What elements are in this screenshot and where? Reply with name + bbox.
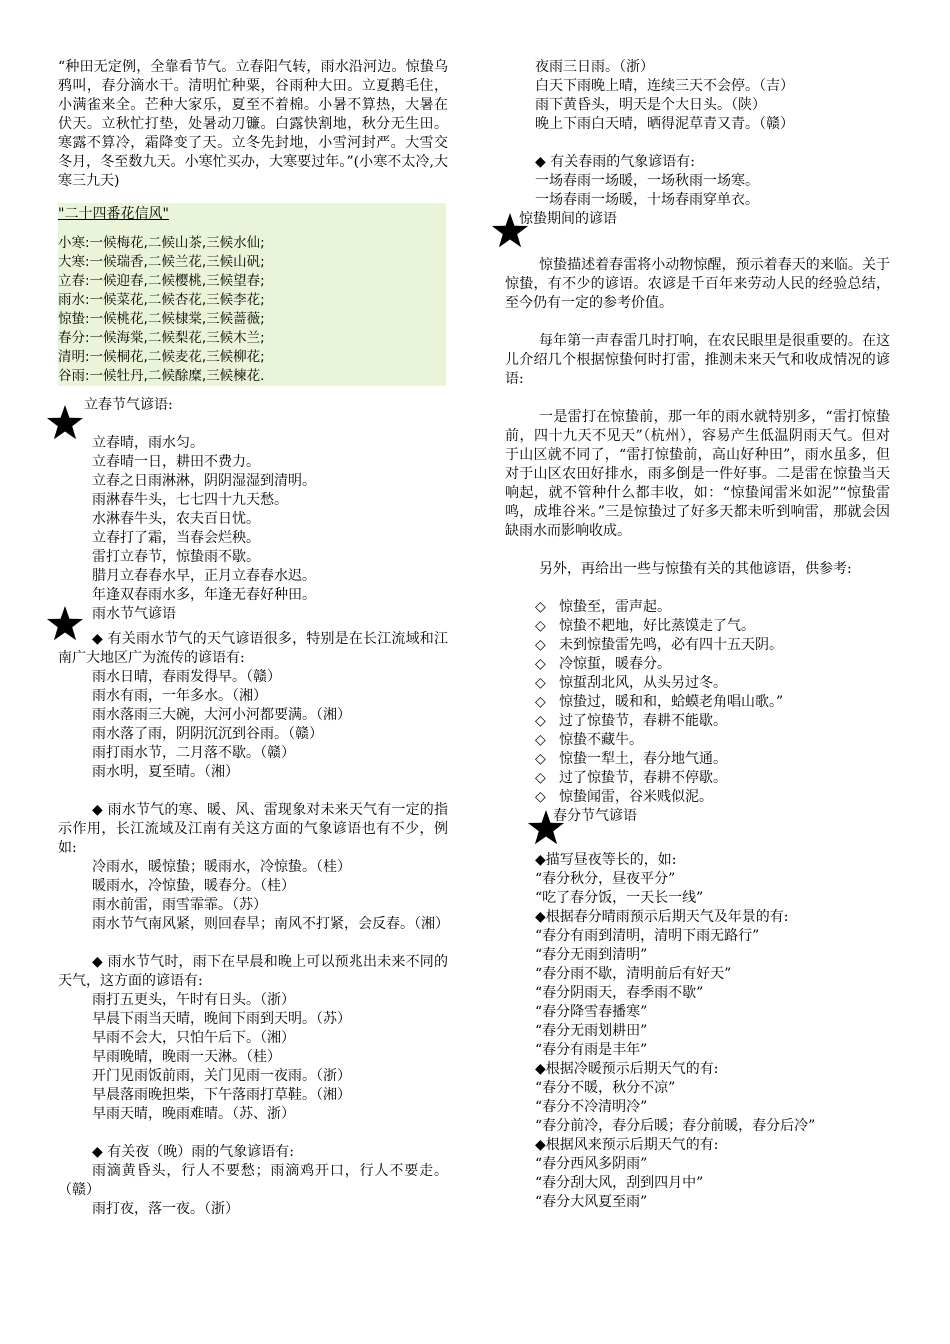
chunfen-proverb xyxy=(535,1003,890,1022)
star-icon xyxy=(46,605,84,643)
jingzhe-proverb xyxy=(535,674,890,693)
yushui-proverb-text: 雨水有雨，一年多水。（湘） xyxy=(92,688,267,704)
flower-wind-line-text: 春分:一候海棠,二候梨花,三候木兰; xyxy=(58,330,265,346)
night-rain-proverb xyxy=(535,58,890,77)
flower-wind-line xyxy=(58,291,446,310)
yushui-proverb xyxy=(92,744,448,763)
chunfen-proverb-text: “春分阴雨天，春季雨不歇” xyxy=(535,985,704,1001)
diamond-bullet-icon: ◇ xyxy=(535,618,546,634)
chunfen-proverb xyxy=(535,927,890,946)
spring-rain-intro: ◆ 有关春雨的气象谚语有: xyxy=(535,154,695,170)
yushui-proverb-text: 雨打五更头，午时有日头。（浙） xyxy=(92,992,295,1008)
yushui-proverb xyxy=(92,1105,448,1124)
yushui-proverb-text: 雨水日晴，春雨发得早。（赣） xyxy=(92,669,281,685)
chunfen-proverb-text: “春分雨不歇，清明前后有好天” xyxy=(535,966,732,982)
chunfen-proverb xyxy=(535,870,890,889)
chunfen-title: 春分节气谚语 xyxy=(553,808,637,824)
diamond-bullet-icon: ◇ xyxy=(535,770,546,786)
night-rain-last: 雨打夜，落一夜。（浙） xyxy=(92,1201,239,1217)
chunfen-proverb-text: “春分有雨到清明，清明下雨无路行” xyxy=(535,928,760,944)
lichun-proverb-text: 立春晴，雨水匀。 xyxy=(92,435,204,451)
chunfen-proverb-text: “春分不冷清明冷” xyxy=(535,1099,648,1115)
flower-wind-box xyxy=(58,203,446,386)
jingzhe-proverb xyxy=(535,712,890,731)
jingzhe-proverb xyxy=(535,693,890,712)
chunfen-proverb xyxy=(535,851,890,870)
chunfen-proverb-text: “春分秋分，昼夜平分” xyxy=(535,871,676,887)
yushui-proverb-text: 早雨天晴，晚雨难晴。（苏、浙） xyxy=(92,1106,295,1122)
chunfen-proverb-text: “春分无雨到清明” xyxy=(535,947,648,963)
spring-rain-proverb-text: 一场春雨一场暖，十场春雨穿单衣。 xyxy=(535,192,759,208)
spring-rain-proverb xyxy=(535,191,890,210)
chunfen-proverb-text: “春分西风多阴雨” xyxy=(535,1156,648,1172)
jingzhe-proverb xyxy=(535,617,890,636)
left-column xyxy=(58,58,448,1219)
lichun-proverb xyxy=(92,434,448,453)
flower-wind-line-text: 小寒:一候梅花,二候山茶,三候水仙; xyxy=(58,235,265,251)
diamond-bullet-icon: ◇ xyxy=(535,694,546,710)
lichun-proverb xyxy=(92,453,448,472)
spring-rain-proverb xyxy=(535,172,890,191)
chunfen-proverb xyxy=(535,1117,890,1136)
lichun-proverb-text: 立春之日雨淋淋，阴阴湿湿到清明。 xyxy=(92,473,316,489)
chunfen-proverb xyxy=(535,1079,890,1098)
flower-wind-line xyxy=(58,348,446,367)
chunfen-proverb-text: “吃了春分饭，一天长一线” xyxy=(535,890,704,906)
diamond-bullet-icon: ◇ xyxy=(535,637,546,653)
chunfen-proverb-text: “春分不暖，秋分不凉” xyxy=(535,1080,676,1096)
jingzhe-proverb-text: 惊蛰至，雷声起。 xyxy=(559,599,671,615)
jingzhe-proverb xyxy=(535,598,890,617)
chunfen-list xyxy=(505,851,890,1212)
chunfen-heading xyxy=(505,807,890,826)
lichun-proverb-text: 雨淋春牛头，七七四十九天愁。 xyxy=(92,492,288,508)
yushui-proverb-text: 早晨下雨当天晴，晚间下雨到天明。（苏） xyxy=(92,1011,351,1027)
lichun-proverb-text: 水淋春牛头，农夫百日忧。 xyxy=(92,511,260,527)
yushui-wrap: 雨水节气南风紧，则回春旱；南风不打紧，会反春。（湘） xyxy=(92,916,449,932)
jingzhe-proverb-text: 过了惊蛰节，春耕不能歇。 xyxy=(559,713,727,729)
flower-wind-line xyxy=(58,272,446,291)
star-icon xyxy=(491,212,529,250)
yushui-proverb xyxy=(92,725,448,744)
yushui-proverb-text: 早雨不会大，只怕午后下。（湘） xyxy=(92,1030,295,1046)
jingzhe-proverb-text: 惊蛰闻雷，谷米贱似泥。 xyxy=(559,789,713,805)
yushui-heading xyxy=(58,605,448,624)
flower-wind-line-text: 大寒:一候瑞香,二候兰花,三候山矾; xyxy=(58,254,265,270)
yushui-proverb-text: 雨打雨水节，二月落不歇。（赣） xyxy=(92,745,295,761)
jingzhe-proverb-text: 惊蜇刮北风，从头另过冬。 xyxy=(559,675,727,691)
lichun-proverb xyxy=(92,586,448,605)
flower-wind-line xyxy=(58,329,446,348)
jingzhe-proverb xyxy=(535,750,890,769)
lichun-proverb-text: 立春打了霜，当春会烂秧。 xyxy=(92,530,260,546)
lichun-heading xyxy=(58,396,448,415)
flower-wind-line-text: 雨水:一候菜花,二候杏花,三候李花; xyxy=(58,292,265,308)
jingzhe-proverb-text: 惊蛰不耙地，好比蒸馍走了气。 xyxy=(559,618,755,634)
night-rain-proverb xyxy=(535,77,890,96)
chunfen-proverb-text: “春分刮大风，刮到四月中” xyxy=(535,1175,704,1191)
jingzhe-proverb xyxy=(535,731,890,750)
lichun-proverb xyxy=(92,510,448,529)
yushui-proverb-text: 冷雨水，暖惊蛰；暖雨水，冷惊蛰。（桂） xyxy=(92,859,351,875)
diamond-bullet-icon: ◇ xyxy=(535,789,546,805)
chunfen-proverb xyxy=(535,965,890,984)
jingzhe-title: 惊蛰期间的谚语 xyxy=(519,211,617,227)
night-rain-proverb-text: 夜雨三日雨。（浙） xyxy=(535,59,654,75)
lichun-proverb-text: 年逢双春雨水多，年逢无春好种田。 xyxy=(92,587,316,603)
lichun-proverb-text: 腊月立春春水早，正月立春春水迟。 xyxy=(92,568,316,584)
spring-rain-proverb-text: 一场春雨一场暖，一场秋雨一场寒。 xyxy=(535,173,759,189)
lichun-proverb xyxy=(92,567,448,586)
diamond-bullet-icon: ◇ xyxy=(535,732,546,748)
yushui-proverb xyxy=(92,1048,448,1067)
jingzhe-proverb-text: 惊蛰一犁土，春分地气通。 xyxy=(559,751,727,767)
yushui-list-1 xyxy=(58,668,448,782)
night-rain-proverb xyxy=(535,96,890,115)
lichun-proverb-text: 立春晴一日，耕田不费力。 xyxy=(92,454,260,470)
night-rain-wrap: 雨滴黄昏头，行人不要愁；雨滴鸡开口，行人不要走。（赣） xyxy=(58,1163,448,1198)
lichun-proverb xyxy=(92,472,448,491)
flower-wind-line xyxy=(58,234,446,253)
yushui-proverb-text: 早晨落雨晚担柴，下午落雨打草鞋。（湘） xyxy=(92,1087,351,1103)
yushui-intro-3: ◆ 雨水节气时，雨下在早晨和晚上可以预兆出未来不同的天气，这方面的谚语有: xyxy=(58,954,448,989)
yushui-list-3 xyxy=(58,991,448,1124)
night-rain-proverb-text: 晚上下雨白天晴，晒得泥草青又青。（赣） xyxy=(535,116,794,132)
lichun-proverb-text: 雷打立春节，惊蛰雨不歇。 xyxy=(92,549,260,565)
yushui-proverb xyxy=(92,687,448,706)
chunfen-proverb xyxy=(535,1174,890,1193)
diamond-bullet-icon: ◇ xyxy=(535,599,546,615)
chunfen-proverb-text: ◆根据冷暖预示后期天气的有: xyxy=(535,1061,719,1077)
diamond-bullet-icon: ◇ xyxy=(535,656,546,672)
star-icon xyxy=(527,809,565,847)
chunfen-proverb-text: ◆根据春分晴雨预示后期天气及年景的有: xyxy=(535,909,789,925)
jingzhe-proverb-text: 惊蛰过，暖和和，蛤蟆老角唱山歌。” xyxy=(559,694,784,710)
yushui-proverb xyxy=(92,1067,448,1086)
chunfen-proverb xyxy=(535,1041,890,1060)
chunfen-proverb-text: ◆根据风来预示后期天气的有: xyxy=(535,1137,719,1153)
jingzhe-proverb xyxy=(535,636,890,655)
flower-wind-line-text: 立春:一候迎春,二候樱桃,三候望春; xyxy=(58,273,265,289)
chunfen-proverb xyxy=(535,1155,890,1174)
diamond-bullet-icon: ◇ xyxy=(535,713,546,729)
chunfen-proverb xyxy=(535,889,890,908)
lichun-proverb xyxy=(92,491,448,510)
diamond-bullet-icon: ◇ xyxy=(535,675,546,691)
chunfen-proverb xyxy=(535,1098,890,1117)
chunfen-proverb xyxy=(535,1193,890,1212)
flower-wind-list xyxy=(58,234,446,386)
night-rain-proverb xyxy=(535,115,890,134)
diamond-bullet-icon: ◇ xyxy=(535,751,546,767)
chunfen-proverb-text: ◆描写昼夜等长的，如: xyxy=(535,852,677,868)
yushui-proverb xyxy=(92,763,448,782)
jingzhe-proverb-list xyxy=(505,598,890,807)
jingzhe-paragraph-3: 一是雷打在惊蛰前，那一年的雨水就特别多，“雷打惊蛰前，四十九天不见天”（杭州），容易产生低温阴雨天气。但对于山区就不同了，“雷打惊蛰前，高山好种田”，雨水虽多，但对于山区农田好排水，雨多倒是一件好事。二是雷在惊蛰当天响起，就不管种什么都丰收，如：“惊蛰闻雷米如泥”“惊蛰雷鸣，成堆谷米。”三是惊蛰过了好多天都未听到响雷，那就会因缺雨水而影响收成。 xyxy=(505,409,890,539)
jingzhe-proverb xyxy=(535,788,890,807)
yushui-title: 雨水节气谚语 xyxy=(92,606,176,622)
yushui-proverb xyxy=(92,877,448,896)
jingzhe-heading xyxy=(505,210,890,229)
jingzhe-paragraph-1: 惊蛰描述着春雷将小动物惊醒，预示着春天的来临。关于惊蛰，有不少的谚语。农谚是千百年来劳动人民的经验总结，至今仍有一定的参考价值。 xyxy=(505,257,890,311)
flower-wind-line-text: 惊蛰:一候桃花,二候棣棠,三候蔷薇; xyxy=(58,311,265,327)
flower-wind-line-text: 清明:一候桐花,二候麦花,三候柳花; xyxy=(58,349,265,365)
chunfen-proverb xyxy=(535,1136,890,1155)
lichun-list xyxy=(58,434,448,605)
jingzhe-proverb-text: 惊蛰不藏牛。 xyxy=(559,732,643,748)
lichun-proverb xyxy=(92,529,448,548)
yushui-proverb-text: 雨水落了雨，阴阴沉沉到谷雨。（赣） xyxy=(92,726,323,742)
yushui-proverb-text: 早雨晚晴，晚雨一天淋。（桂） xyxy=(92,1049,281,1065)
right-column xyxy=(505,58,890,1212)
yushui-proverb-text: 雨水落雨三大碗，大河小河都要满。（湘） xyxy=(92,707,351,723)
flower-wind-line-text: 谷雨:一候牡丹,二候酴糜,三候楝花. xyxy=(58,368,265,384)
flower-wind-title: "二十四番花信风" xyxy=(58,206,169,222)
yushui-proverb xyxy=(92,1086,448,1105)
chunfen-proverb xyxy=(535,946,890,965)
yushui-proverb xyxy=(92,668,448,687)
jingzhe-proverb-text: 冷惊蜇，暖春分。 xyxy=(559,656,671,672)
yushui-proverb-text: 暖雨水，冷惊蛰，暖春分。（桂） xyxy=(92,878,295,894)
flower-wind-line xyxy=(58,253,446,272)
yushui-proverb xyxy=(92,1010,448,1029)
yushui-proverb xyxy=(92,1029,448,1048)
night-rain-proverb-text: 雨下黄昏头，明天是个大日头。（陕） xyxy=(535,97,766,113)
chunfen-proverb-text: “春分降雪春播寒” xyxy=(535,1004,648,1020)
lichun-title: 立春节气谚语: xyxy=(84,397,173,413)
chunfen-proverb-text: “春分有雨是丰年” xyxy=(535,1042,648,1058)
yushui-proverb-text: 开门见雨饭前雨，关门见雨一夜雨。（浙） xyxy=(92,1068,351,1084)
chunfen-proverb-text: “春分前冷，春分后暖；春分前暖，春分后冷” xyxy=(535,1118,816,1134)
flower-wind-line xyxy=(58,310,446,329)
yushui-intro-2: ◆ 雨水节气的寒、暖、风、雷现象对未来天气有一定的指示作用，长江流域及江南有关这方面的气象谚语也有不少，例如: xyxy=(58,802,448,856)
flower-wind-line xyxy=(58,367,446,386)
yushui-proverb-text: 雨水前雷，雨雪霏霏。（苏） xyxy=(92,897,267,913)
jingzhe-paragraph-2: 每年第一声春雷几时打响，在农民眼里是很重要的。在这儿介绍几个根据惊蛰何时打雷，推测未来天气和收成情况的谚语: xyxy=(505,333,890,387)
chunfen-proverb xyxy=(535,908,890,927)
jingzhe-proverb xyxy=(535,769,890,788)
yushui-list-2 xyxy=(58,858,448,915)
chunfen-proverb xyxy=(535,1060,890,1079)
chunfen-proverb-text: “春分大风夏至雨” xyxy=(535,1194,648,1210)
yushui-proverb-text: 雨水明，夏至晴。（湘） xyxy=(92,764,239,780)
jingzhe-proverb xyxy=(535,655,890,674)
yushui-proverb xyxy=(92,858,448,877)
jingzhe-proverb-text: 未到惊蛰雷先鸣，必有四十五天阴。 xyxy=(559,637,783,653)
jingzhe-proverb-text: 过了惊蛰节，春耕不停歇。 xyxy=(559,770,727,786)
yushui-proverb xyxy=(92,896,448,915)
yushui-proverb xyxy=(92,991,448,1010)
night-rain-proverb-text: 白天下雨晚上晴，连续三天不会停。（吉） xyxy=(535,78,794,94)
lichun-proverb xyxy=(92,548,448,567)
star-icon xyxy=(46,404,84,442)
yushui-intro: ◆ 有关雨水节气的天气谚语很多，特别是在长江流域和江南广大地区广为流传的谚语有: xyxy=(58,631,448,666)
night-rain-intro: ◆ 有关夜（晚）雨的气象谚语有: xyxy=(92,1144,294,1160)
chunfen-proverb-text: “春分无雨划耕田” xyxy=(535,1023,648,1039)
night-rain-list-cont xyxy=(505,58,890,134)
intro-paragraph: “种田无定例，全靠看节气。立春阳气转，雨水沿河边。惊蛰乌鸦叫，春分滴水干。清明忙种粟，谷雨种大田。立夏鹅毛住，小满雀来全。芒种大家乐，夏至不着棉。小暑不算热，大暑在伏天。立秋忙打垫，处暑动刀镰。白露快割地，秋分无生田。寒露不算冷，霜降变了天。立冬先封地，小雪河封严。大雪交冬月，冬至数九天。小寒忙买办，大寒要过年。”(小寒不太冷,大寒三九天) xyxy=(58,59,448,189)
chunfen-proverb xyxy=(535,984,890,1003)
yushui-proverb xyxy=(92,706,448,725)
chunfen-proverb xyxy=(535,1022,890,1041)
jingzhe-paragraph-4: 另外，再给出一些与惊蛰有关的其他谚语，供参考: xyxy=(539,561,852,577)
spring-rain-list xyxy=(505,172,890,210)
